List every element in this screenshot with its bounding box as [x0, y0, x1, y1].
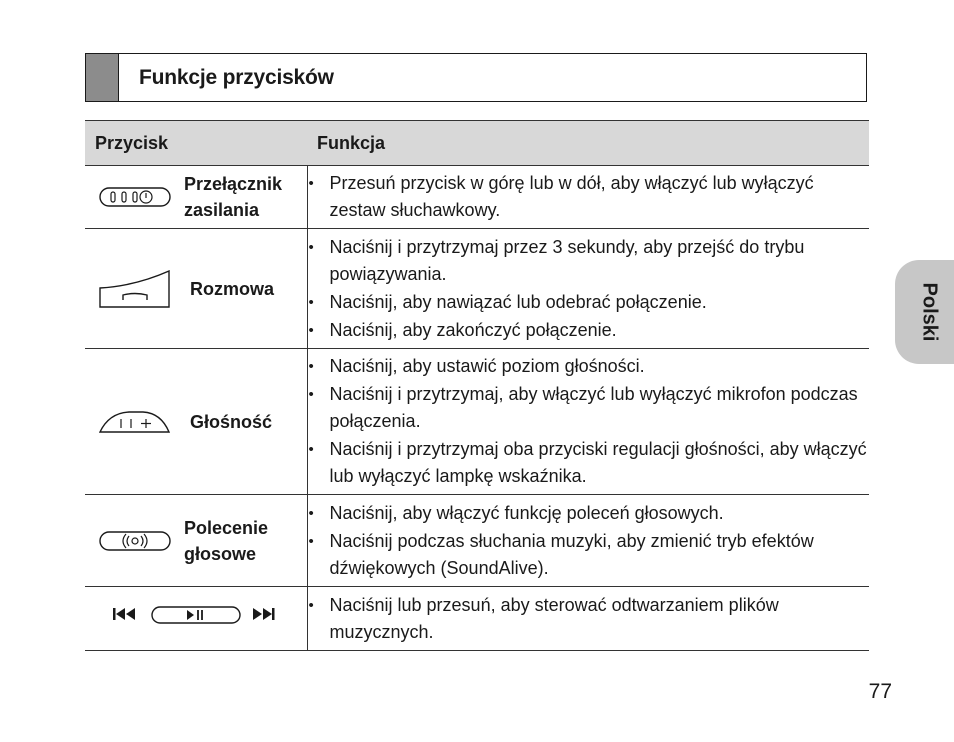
- button-cell: [85, 229, 307, 349]
- function-cell: [307, 166, 869, 229]
- function-cell: [307, 229, 869, 349]
- function-item: • Naciśnij i przytrzymaj oba przyciski regulacji głośności, aby włączyć lub wyłączyć lampkę wskaźnika.: [308, 436, 870, 490]
- function-cell: [307, 495, 869, 587]
- power-switch-icon: [99, 183, 171, 211]
- language-side-tab: [895, 260, 954, 364]
- voice-command-icon: [99, 527, 171, 555]
- section-title: Funkcje przycisków: [139, 65, 334, 89]
- section-header-tab: [86, 54, 119, 101]
- section-header: [85, 53, 867, 102]
- button-cell: [85, 495, 307, 587]
- button-cell: [85, 166, 307, 229]
- language-label: Polski: [918, 282, 941, 342]
- button-cell: [85, 349, 307, 495]
- function-item: • Naciśnij podczas słuchania muzyki, aby zmienić tryb efektów dźwiękowych (SoundAlive).: [308, 528, 870, 582]
- call-button-icon: [99, 269, 177, 309]
- button-name: Polecenie głosowe: [184, 517, 269, 564]
- button-name: Rozmowa: [190, 278, 275, 299]
- function-item: • Naciśnij i przytrzymaj przez 3 sekundy, aby przejść do trybu powiązywania.: [308, 234, 870, 288]
- function-item: • Naciśnij, aby nawiązać lub odebrać połączenie.: [308, 289, 870, 316]
- media-control-icon: [112, 604, 280, 634]
- function-item: • Naciśnij, aby ustawić poziom głośności.: [308, 353, 870, 380]
- function-cell: [307, 349, 869, 495]
- button-name: Głośność: [190, 411, 273, 432]
- table-row: [85, 166, 869, 229]
- table-row: [85, 495, 869, 587]
- table-header-row: [85, 121, 869, 166]
- button-name: Przełącznik zasilania: [184, 174, 283, 220]
- header-button: Przycisk: [85, 121, 307, 166]
- function-item: • Przesuń przycisk w górę lub w dół, aby włączyć lub wyłączyć zestaw słuchawkowy.: [308, 170, 870, 224]
- table-row: [85, 229, 869, 349]
- function-item: • Naciśnij, aby zakończyć połączenie.: [308, 317, 870, 344]
- volume-button-icon: [99, 410, 177, 434]
- function-item: • Naciśnij lub przesuń, aby sterować odtwarzaniem plików muzycznych.: [308, 592, 870, 646]
- function-item: • Naciśnij, aby włączyć funkcję poleceń głosowych.: [308, 500, 870, 527]
- function-cell: [307, 587, 869, 651]
- function-item: • Naciśnij i przytrzymaj, aby włączyć lub wyłączyć mikrofon podczas połączenia.: [308, 381, 870, 435]
- header-function: Funkcja: [307, 121, 869, 166]
- button-cell: [85, 587, 307, 651]
- table-row: [85, 587, 869, 651]
- page-number: 77: [868, 680, 892, 703]
- table-row: [85, 349, 869, 495]
- button-functions-table: [85, 120, 869, 651]
